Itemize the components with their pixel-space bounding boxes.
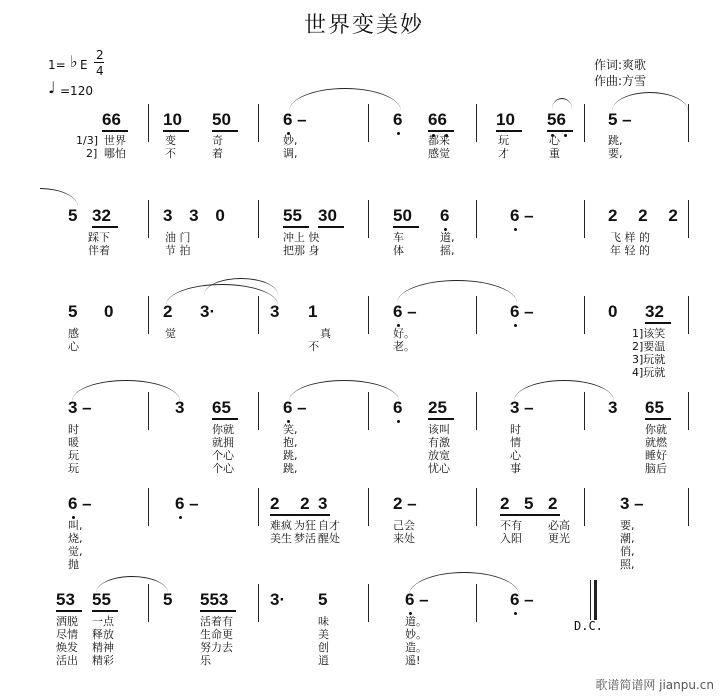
lyric: 为狂	[294, 519, 316, 532]
lyric: 玩	[498, 134, 509, 147]
key-prefix: 1=	[48, 58, 66, 72]
note: 6 –	[405, 590, 429, 609]
low-octave-dot	[397, 132, 400, 135]
lyric: 烧,	[68, 532, 83, 545]
note: 66	[102, 110, 121, 129]
lyric: 脑后	[645, 462, 667, 475]
time-signature-bottom: 4	[96, 64, 104, 78]
lyric: 入阳	[500, 532, 522, 545]
lyric: 道,	[440, 231, 455, 244]
note: 10	[496, 110, 515, 129]
lyric: 2]要温	[632, 340, 666, 353]
beam	[92, 610, 118, 612]
lyric: 美	[318, 628, 329, 641]
note: 3	[270, 302, 280, 321]
composer-credit: 作曲:方雪	[594, 74, 647, 88]
lyric: 时	[68, 423, 79, 436]
note: 2 –	[393, 494, 417, 513]
final-barline-thin	[590, 580, 591, 620]
note: 0	[104, 302, 114, 321]
low-octave-dot	[397, 420, 400, 423]
lyric: 老。	[393, 340, 415, 353]
lyric: 不有	[500, 519, 522, 532]
note: 53	[56, 590, 75, 609]
barline	[584, 200, 585, 238]
lyric: 世界	[104, 134, 126, 147]
lyric: 生命更	[200, 628, 233, 641]
note: 6 –	[510, 302, 534, 321]
note: 5	[68, 206, 78, 225]
barline	[368, 296, 369, 334]
lyric: 精神	[92, 641, 114, 654]
lyric: 创	[318, 641, 329, 654]
lyric: 难疯	[270, 519, 292, 532]
note: 6 –	[510, 590, 534, 609]
lyric: 摇,	[440, 244, 455, 257]
lyric: 感	[68, 327, 79, 340]
lyric: 玩	[68, 462, 79, 475]
barline	[148, 296, 149, 334]
lyric: 节 拍	[165, 244, 191, 257]
note: 6	[440, 206, 450, 225]
flat-icon: ♭	[70, 52, 78, 71]
barline	[148, 488, 149, 526]
note: 3 –	[510, 398, 534, 417]
barline	[476, 200, 477, 238]
lyric: 就燃	[645, 436, 667, 449]
beam	[270, 514, 330, 516]
barline	[584, 488, 585, 526]
tempo-value: =120	[60, 84, 93, 98]
barline	[688, 296, 689, 334]
lyric: 心	[510, 449, 521, 462]
lyric: 睡好	[645, 449, 667, 462]
barline	[584, 296, 585, 334]
lyric: 来处	[393, 532, 415, 545]
lyric: 要,	[608, 147, 623, 160]
barline	[258, 488, 259, 526]
note: 6 –	[283, 110, 307, 129]
note: 6	[393, 110, 403, 129]
lyric: 跳,	[608, 134, 623, 147]
note: 3 –	[620, 494, 644, 513]
lyric: 释放	[92, 628, 114, 641]
note: 3 –	[68, 398, 92, 417]
lyric: 努力去	[200, 641, 233, 654]
barline	[258, 200, 259, 238]
barline	[476, 104, 477, 142]
time-signature-line	[94, 62, 104, 63]
final-barline-thick	[594, 580, 597, 620]
lyric: 1]该笑	[632, 327, 666, 340]
lyric: 醒处	[318, 532, 340, 545]
barline	[368, 584, 369, 622]
barline	[688, 200, 689, 238]
barline	[368, 488, 369, 526]
note: 0	[608, 302, 618, 321]
barline	[258, 392, 259, 430]
beam	[102, 130, 128, 132]
beam	[212, 418, 238, 420]
slur	[204, 278, 278, 295]
note: 6	[393, 398, 403, 417]
beam	[283, 226, 309, 228]
lyric: 抛	[68, 558, 79, 571]
beam	[56, 610, 82, 612]
lyric: 个心	[212, 462, 234, 475]
slur	[72, 380, 180, 401]
lyric: 道。	[405, 615, 427, 628]
note: 2 2	[270, 494, 318, 513]
note: 65	[645, 398, 664, 417]
lyric: 不	[308, 340, 319, 353]
note: 30	[318, 206, 337, 225]
beam	[92, 226, 118, 228]
note: 5	[318, 590, 328, 609]
barline	[148, 200, 149, 238]
page-title: 世界变美妙	[303, 13, 424, 38]
note: 3	[318, 494, 328, 513]
lyric: 飞 样 的	[610, 231, 650, 244]
low-octave-dot	[564, 134, 567, 137]
note: 2	[163, 302, 173, 321]
verse-label: 1/3]	[76, 134, 98, 147]
lyric: 真	[320, 327, 331, 340]
low-octave-dot	[514, 324, 517, 327]
lyric: 觉,	[68, 545, 83, 558]
lyric: 洒脱	[56, 615, 78, 628]
lyric: 事	[510, 462, 521, 475]
lyric: 跳,	[283, 449, 298, 462]
low-octave-dot	[514, 228, 517, 231]
lyric: 造。	[405, 641, 427, 654]
lyric: 精彩	[92, 654, 114, 667]
note: 55	[92, 590, 111, 609]
lyric: 叫,	[68, 519, 83, 532]
lyric: 重	[549, 147, 560, 160]
lyric: 美生	[270, 532, 292, 545]
lyric: 玩	[68, 449, 79, 462]
beam	[428, 130, 454, 132]
verse-label: 2]	[86, 147, 98, 160]
lyric: 更光	[548, 532, 570, 545]
lyric: 放宽	[428, 449, 450, 462]
note: 6 –	[68, 494, 92, 513]
note: 5	[68, 302, 78, 321]
lyric: 潮,	[620, 532, 635, 545]
da-capo-mark: D.C.	[574, 619, 603, 633]
lyric: 感觉	[428, 147, 450, 160]
note: 3·	[270, 590, 286, 609]
lyric: 自才	[318, 519, 340, 532]
beam	[212, 130, 238, 132]
slur	[289, 88, 401, 111]
slur	[96, 576, 168, 593]
lyric: 伴着	[88, 244, 110, 257]
low-octave-dot	[179, 516, 182, 519]
beam	[393, 226, 419, 228]
barline	[258, 584, 259, 622]
lyric: 逍	[318, 654, 329, 667]
lyric: 味	[318, 615, 329, 628]
lyric: 妙,	[283, 134, 298, 147]
beam	[547, 130, 573, 132]
lyric: 有激	[428, 436, 450, 449]
lyric: 一点	[92, 615, 114, 628]
lyric: 个心	[212, 449, 234, 462]
lyric: 都来	[428, 134, 450, 147]
lyric: 4]玩就	[632, 366, 666, 379]
note: 3·	[200, 302, 216, 321]
low-octave-dot	[514, 612, 517, 615]
site-watermark: 歌谱简谱网 jianpu.cn	[595, 678, 714, 692]
lyric: 暖	[68, 436, 79, 449]
lyric: 哪怕	[104, 147, 126, 160]
slur	[289, 380, 399, 401]
note: 5	[163, 590, 173, 609]
note: 6 –	[283, 398, 307, 417]
barline	[688, 392, 689, 430]
lyric: 活出	[56, 654, 78, 667]
note: 56	[547, 110, 566, 129]
beam	[645, 418, 671, 420]
note: 32	[645, 302, 664, 321]
lyric: 时	[510, 423, 521, 436]
note: 50	[212, 110, 231, 129]
beam	[645, 322, 671, 324]
note: 3	[608, 398, 618, 417]
lyric: 体	[393, 244, 404, 257]
slur	[397, 280, 517, 303]
barline	[688, 104, 689, 142]
note: 2	[500, 494, 510, 513]
note: 55	[283, 206, 302, 225]
lyric: 焕发	[56, 641, 78, 654]
barline	[258, 104, 259, 142]
note: 5	[524, 494, 534, 513]
beam	[428, 418, 454, 420]
lyric: 才	[498, 147, 509, 160]
lyric: 心	[68, 340, 79, 353]
lyric: 梦活	[294, 532, 316, 545]
lyric: 你就	[645, 423, 667, 436]
beam	[200, 610, 236, 612]
lyric: 觉	[165, 327, 176, 340]
lyric: 着	[212, 147, 223, 160]
lyric: 调,	[283, 147, 298, 160]
lyric: 不	[165, 147, 176, 160]
lyric: 该叫	[428, 423, 450, 436]
slur	[40, 188, 78, 207]
lyric: 尽情	[56, 628, 78, 641]
lyric: 油 门	[165, 231, 191, 244]
quarter-note-icon: ♩	[48, 78, 56, 97]
beam	[496, 130, 522, 132]
lyric: 冲上 快	[283, 231, 320, 244]
key-note: E	[80, 58, 88, 72]
lyric: 照,	[620, 558, 635, 571]
lyric: 心	[549, 134, 560, 147]
note: 3	[175, 398, 185, 417]
barline	[688, 488, 689, 526]
note: 32	[92, 206, 111, 225]
lyric: 变	[165, 134, 176, 147]
lyric: 乐	[200, 654, 211, 667]
note: 10	[163, 110, 182, 129]
lyric: 抱,	[283, 436, 298, 449]
lyric: 遥!	[405, 654, 421, 667]
note: 66	[428, 110, 447, 129]
barline	[148, 104, 149, 142]
lyric: 3]玩就	[632, 353, 666, 366]
note: 6 –	[510, 206, 534, 225]
lyric: 好。	[393, 327, 415, 340]
lyric: 就拥	[212, 436, 234, 449]
barline	[368, 200, 369, 238]
slur	[552, 98, 572, 109]
note: 5 –	[608, 110, 632, 129]
lyric: 要,	[620, 519, 635, 532]
lyric: 活着有	[200, 615, 233, 628]
barline	[584, 104, 585, 142]
lyric: 跳,	[283, 462, 298, 475]
note: 2	[548, 494, 558, 513]
slur	[514, 380, 614, 401]
beam	[163, 130, 189, 132]
lyric: 必高	[548, 519, 570, 532]
note: 50	[393, 206, 412, 225]
note: 6 –	[175, 494, 199, 513]
note: 25	[428, 398, 447, 417]
note: 65	[212, 398, 231, 417]
lyric: 忧心	[428, 462, 450, 475]
lyric: 情	[510, 436, 521, 449]
note: 2 2 2	[608, 206, 686, 225]
slur	[612, 92, 688, 111]
lyric: 己会	[393, 519, 415, 532]
lyric: 把那 身	[283, 244, 320, 257]
barline	[476, 488, 477, 526]
lyric: 年 轻 的	[610, 244, 650, 257]
lyric: 俏,	[620, 545, 635, 558]
lyric: 妙。	[405, 628, 427, 641]
lyricist-credit: 作词:爽歌	[594, 58, 647, 72]
barline	[476, 392, 477, 430]
lyric: 笑,	[283, 423, 298, 436]
note: 3 3 0	[163, 206, 231, 225]
beam	[500, 514, 560, 516]
slur	[409, 572, 519, 595]
note: 1	[308, 302, 318, 321]
lyric: 踩下	[88, 231, 110, 244]
lyric: 奇	[212, 134, 223, 147]
lyric: 你就	[212, 423, 234, 436]
time-signature-top: 2	[96, 48, 104, 62]
beam	[318, 226, 344, 228]
lyric: 车	[393, 231, 404, 244]
note: 6 –	[393, 302, 417, 321]
note: 553	[200, 590, 229, 609]
